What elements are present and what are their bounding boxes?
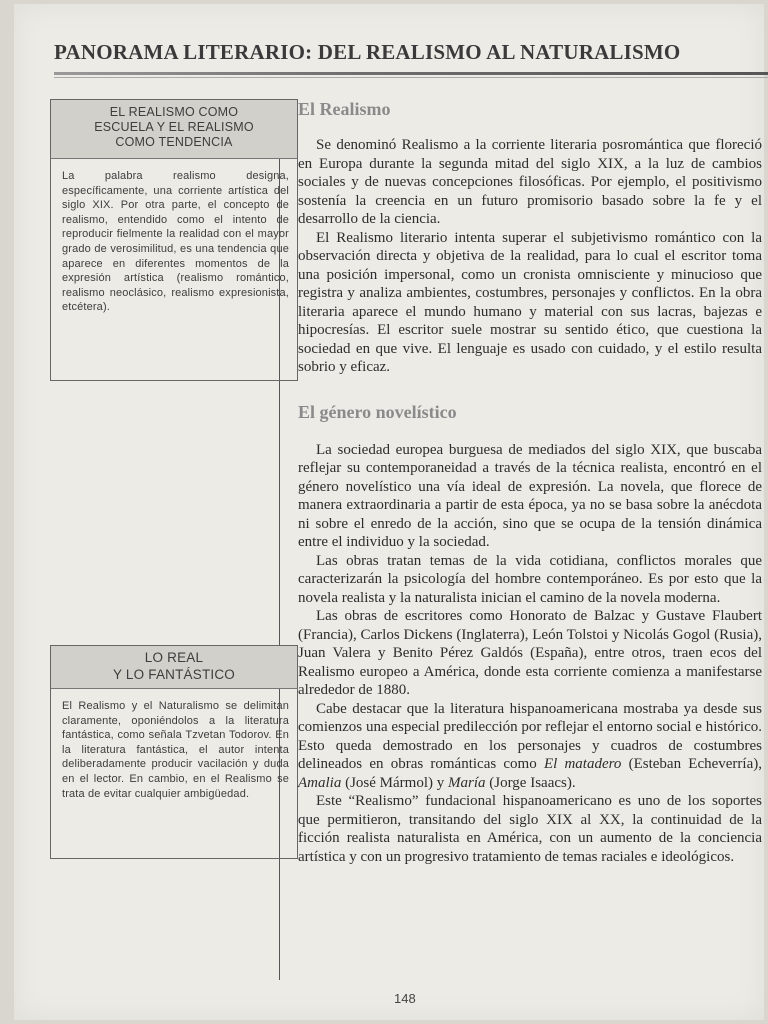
page-number: 148 bbox=[394, 991, 416, 1006]
work-title: María bbox=[448, 774, 486, 791]
page-title: PANORAMA LITERARIO: DEL REALISMO AL NATURALISMO bbox=[54, 40, 681, 64]
work-title: El matadero bbox=[543, 756, 622, 772]
title-rule-thin bbox=[54, 77, 768, 78]
paragraph: Las obras tratan temas de la vida cotidiana, conflictos morales que caracterizarán la psicología del hombre contemporáneo. Es por esto que la novela realista y la naturalista inician el camino de la novela moderna. bbox=[298, 552, 762, 606]
work-title: Amalia bbox=[298, 774, 342, 791]
sidebox-heading: LO REAL Y LO FANTÁSTICO bbox=[51, 646, 297, 689]
paragraph: Las obras de escritores como Honorato de Balzac y Gustave Flaubert (Francia), Carlos Dickens (Inglaterra), León Tolstoi y Nicolás Gogol (Rusia), Juan Valera y Benito Pérez Galdós (España), entre otros, traen ecos del Realismo europeo a América, donde esta corriente comienza a manifestarse alrededor de 1880. bbox=[298, 608, 762, 698]
paragraph: La sociedad europea burguesa de mediados del siglo XIX, que buscaba reflejar su contemporaneidad a través de la técnica realista, encontró en el género novelístico una vía ideal de expresión. La novela, que florece de manera extraordinaria a partir de esta época, ya no se basa sobre la anécdota ni sobre el enredo de la acción, sino que se ocupa de la tensión dinámica entre el individuo y la sociedad. bbox=[298, 441, 762, 550]
paragraph: Este “Realismo” fundacional hispanoamericano es uno de los soportes que permitieron, transitando del siglo XIX al XX, la continuidad de la ficción realista naturalista en América, con un aumento de la conciencia artística y con un progresivo tratamiento de temas raciales e ideológicos. bbox=[298, 793, 762, 865]
sidebox-heading: EL REALISMO COMO ESCUELA Y EL REALISMO COMO TENDENCIA bbox=[51, 100, 297, 159]
book-page bbox=[14, 4, 764, 1020]
title-rule bbox=[54, 72, 768, 75]
sidebox-realismo-escuela bbox=[50, 99, 298, 381]
main-column bbox=[298, 96, 762, 866]
sidebox-body: El Realismo y el Naturalismo se delimitan claramente, oponiéndolos a la literatura fantástica, como señala Tzvetan Todorov. En la literatura fantástica, el autor intenta deliberadamente producir vacilación y duda en el lector. En cambio, en el Realismo se trata de evitar cualquier ambigüedad. bbox=[62, 700, 289, 800]
section-heading-realismo: El Realismo bbox=[298, 99, 391, 119]
section-heading-genero-novelistico: El género novelístico bbox=[298, 401, 457, 422]
paragraph: Cabe destacar que la literatura hispanoamericana mostraba ya desde sus comienzos una especial predilección por reflejar el entorno social e histórico. Esto queda demostrado en los personajes y cuadros de costumbres delineados en obras románticas como El matadero (Esteban Echeverría), Amalia (José Mármol) y María (Jorge Isaacs). bbox=[298, 700, 762, 791]
sidebox-real-fantastico bbox=[50, 645, 298, 859]
paragraph: Se denominó Realismo a la corriente literaria posromántica que floreció en Europa durante la segunda mitad del siglo XIX, a la luz de cambios sociales y de nuevas concepciones filosóficas. Por ejemplo, el positivismo sostenía la creencia en un futuro promisorio basado sobre la fe y el desarrollo de la ciencia. bbox=[298, 137, 762, 227]
paragraph: El Realismo literario intenta superar el subjetivismo romántico con la observación directa y objetiva de la realidad, para lo cual el escritor toma una posición impersonal, como un cronista omnisciente y minucioso que registra y analiza ambientes, costumbres, personajes y conflictos. En la obra literaria aparece el mundo humano y material con sus lacras, bajezas e hipocresías. El escritor suele mostrar su sentido ético, que cuestiona la sociedad en que vive. El lenguaje es usado con cuidado, y el estilo resulta sobrio y eficaz. bbox=[298, 229, 762, 375]
sidebox-body: La palabra realismo designa, específicamente, una corriente artística del siglo XIX. Por otra parte, el concepto de realismo, entendido como el intento de reproducir fielmente la realidad con el mayor grado de verosimilitud, es una tendencia que aparece en diferentes momentos de la expresión artística (realismo romántico, realismo neoclásico, realismo expresionista, etcétera). bbox=[62, 170, 289, 314]
